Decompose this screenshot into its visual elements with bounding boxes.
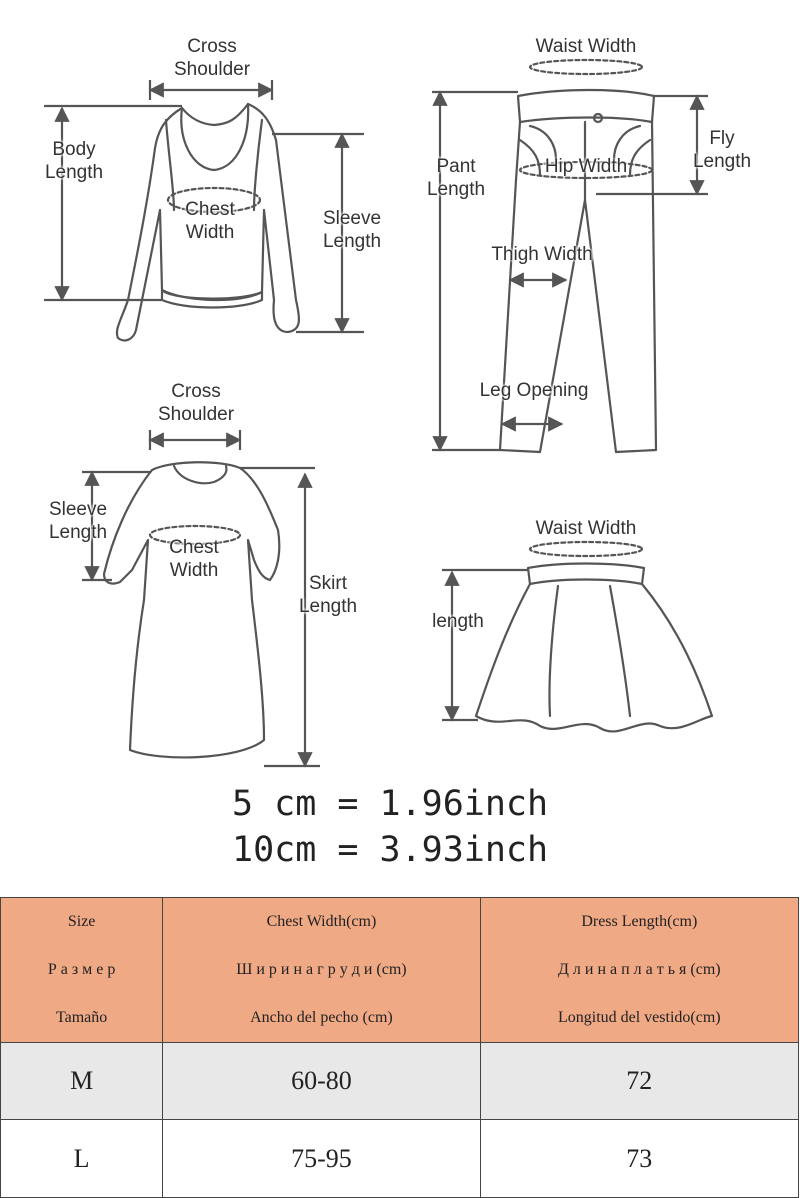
header-size-en: Size bbox=[67, 913, 96, 930]
header-size-ru: Р а з м е р bbox=[47, 961, 116, 978]
size-table bbox=[0, 897, 799, 1198]
sweater-sleeve-length-label: Sleeve Length bbox=[322, 208, 382, 252]
cell-chest-width: 75-95 bbox=[163, 1120, 480, 1198]
dress-skirt-length-label: Skirt Length bbox=[298, 573, 358, 617]
sweater-chest-width-label: Chest Width bbox=[185, 199, 235, 243]
header-dress-length bbox=[480, 898, 798, 1043]
pants-pant-length-label: Pant Length bbox=[426, 156, 486, 200]
table-row bbox=[1, 1043, 799, 1120]
pants-fly-length-label: Fly Length bbox=[692, 128, 752, 172]
dress-sketch bbox=[104, 462, 279, 757]
header-dress-ru: Д л и н а п л а т ь я (cm) bbox=[557, 961, 721, 978]
pants-thigh-width-label: Thigh Width bbox=[491, 244, 593, 265]
sweater-cross-shoulder-label: Cross Shoulder bbox=[173, 36, 251, 80]
header-chest-en: Chest Width(cm) bbox=[266, 913, 377, 930]
header-chest-ru: Ш и р и н а г р у д и (cm) bbox=[236, 961, 407, 978]
cell-size: L bbox=[1, 1120, 163, 1198]
cell-size: M bbox=[1, 1043, 163, 1120]
skirt-length-label: length bbox=[432, 611, 484, 632]
header-chest-es: Ancho del pecho (cm) bbox=[250, 1009, 393, 1026]
header-dress-en: Dress Length(cm) bbox=[581, 913, 698, 930]
conversion-line-1: 5 cm = 1.96inch bbox=[232, 784, 549, 824]
conversion-line-2: 10cm = 3.93inch bbox=[232, 830, 549, 870]
header-chest-width bbox=[163, 898, 480, 1043]
cell-dress-length: 73 bbox=[480, 1120, 798, 1198]
dress-cross-shoulder-label: Cross Shoulder bbox=[157, 381, 235, 425]
pants-hip-width-label: Hip Width bbox=[544, 156, 628, 177]
sweater-body-length-label: Body Length bbox=[44, 139, 104, 183]
pants-leg-opening-label: Leg Opening bbox=[479, 380, 589, 401]
skirt-waist-width-label: Waist Width bbox=[535, 518, 637, 539]
table-header-row bbox=[1, 898, 799, 1043]
pants-waist-width-label: Waist Width bbox=[535, 36, 637, 57]
dress-sleeve-length-label: Sleeve Length bbox=[48, 499, 108, 543]
header-dress-es: Longitud del vestido(cm) bbox=[557, 1009, 721, 1026]
dress-chest-width-label: Chest Width bbox=[169, 537, 219, 581]
cell-chest-width: 60-80 bbox=[163, 1043, 480, 1120]
table-row bbox=[1, 1120, 799, 1198]
header-size bbox=[1, 898, 163, 1043]
header-size-es: Tamaño bbox=[55, 1009, 108, 1026]
cell-dress-length: 72 bbox=[480, 1043, 798, 1120]
